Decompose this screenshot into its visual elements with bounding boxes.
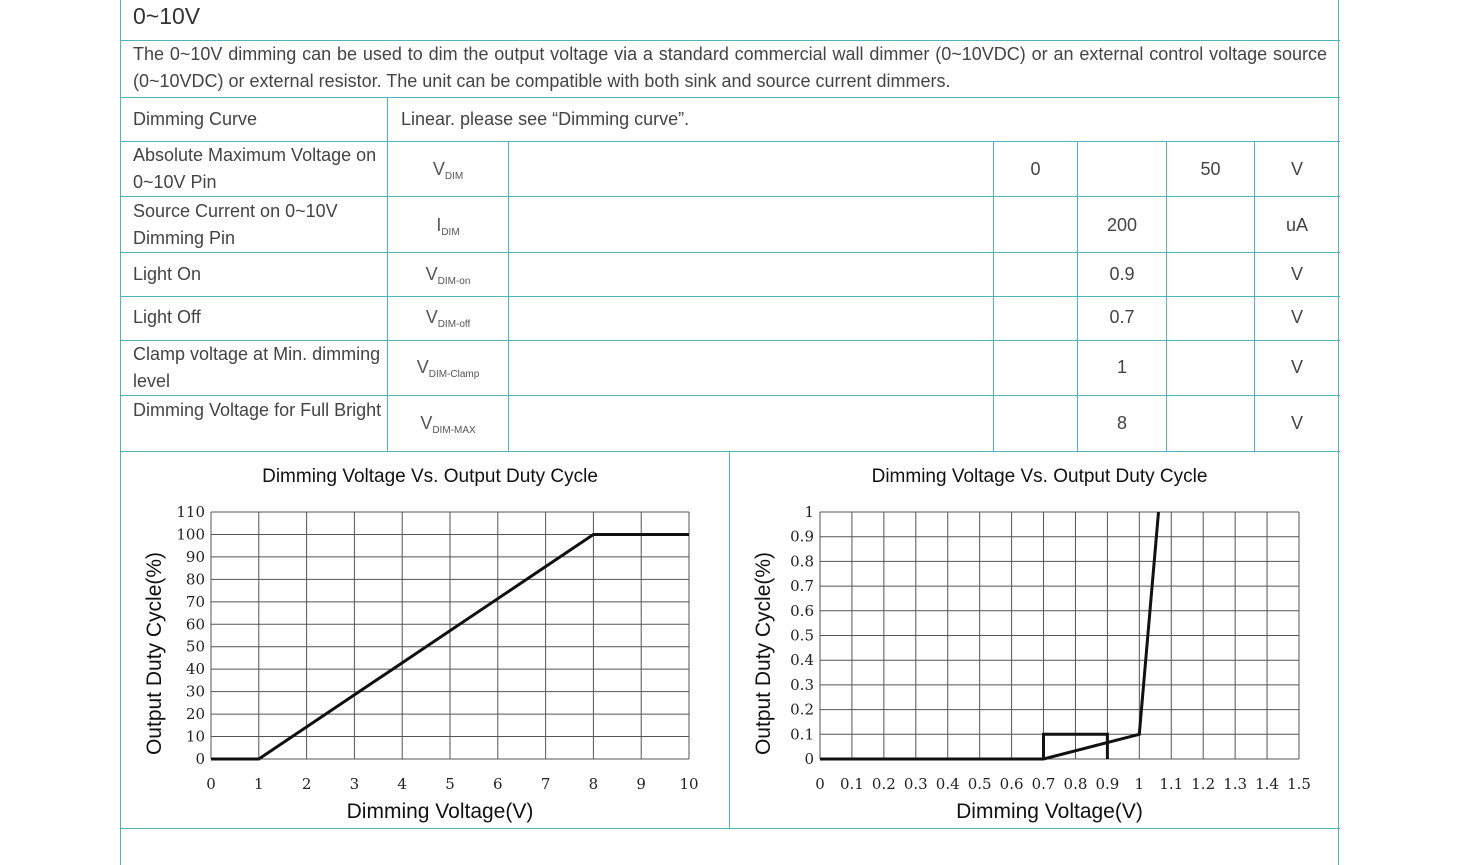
param-typ: 200 bbox=[1106, 215, 1138, 235]
param-max: 50 bbox=[1200, 159, 1221, 179]
x-tick-label: 3 bbox=[349, 775, 360, 793]
param-unit: V bbox=[1290, 307, 1303, 327]
divider bbox=[120, 395, 1340, 396]
y-axis-label: Output Duty Cycle(%) bbox=[143, 551, 166, 756]
param-label: Clamp voltage at Min. dimming level bbox=[133, 344, 381, 391]
x-tick-label: 0.9 bbox=[1095, 775, 1120, 793]
param-symbol: $V_{DIM-MAX}$ bbox=[420, 413, 476, 436]
x-tick-label: 1.5 bbox=[1287, 775, 1311, 793]
param-symbol: $I_{DIM}$ bbox=[436, 215, 460, 238]
x-tick-label: 1.1 bbox=[1159, 775, 1184, 793]
param-symbol: $V_{DIM}$ bbox=[432, 159, 464, 182]
x-tick-label: 0.5 bbox=[967, 775, 992, 793]
param-typ: 1 bbox=[1116, 357, 1127, 377]
x-tick-label: 1.2 bbox=[1191, 775, 1216, 793]
param-typ: 8 bbox=[1116, 413, 1127, 433]
x-tick-label: 0.6 bbox=[999, 775, 1024, 793]
section-title: 0~10V bbox=[133, 3, 201, 29]
dimming-chart-zoom bbox=[731, 452, 1338, 827]
y-tick-label: 0.3 bbox=[790, 675, 814, 694]
x-tick-label: 2 bbox=[301, 775, 312, 793]
x-tick-label: 5 bbox=[445, 775, 455, 793]
y-tick-label: 70 bbox=[185, 592, 205, 611]
x-tick-label: 0.7 bbox=[1031, 775, 1056, 793]
x-tick-label: 7 bbox=[540, 775, 551, 793]
y-tick-label: 0.5 bbox=[790, 626, 814, 645]
y-tick-label: 0.4 bbox=[790, 651, 814, 670]
x-tick-label: 10 bbox=[679, 775, 699, 793]
y-tick-label: 110 bbox=[176, 503, 205, 521]
x-tick-label: 9 bbox=[636, 775, 646, 793]
param-label: Light Off bbox=[133, 307, 201, 327]
dimming-curve-value: Linear. please see “Dimming curve”. bbox=[401, 109, 690, 129]
x-tick-label: 4 bbox=[397, 775, 407, 793]
x-tick-label: 0 bbox=[815, 775, 825, 793]
x-tick-label: 0.1 bbox=[840, 775, 864, 793]
param-label: Light On bbox=[133, 264, 202, 284]
section-description: The 0~10V dimming can be used to dim the output voltage via a standard commercial wall dimmer (0~10VDC) or an external control voltage source (0~10VDC) or external resistor. The unit can be compatible with both sink and source current dimmers. bbox=[133, 44, 1327, 91]
x-tick-label: 1 bbox=[254, 775, 264, 793]
param-symbol: $V_{DIM-off}$ bbox=[425, 307, 471, 330]
y-tick-label: 10 bbox=[185, 727, 205, 746]
x-tick-label: 1.4 bbox=[1255, 775, 1279, 793]
param-typ: 0.9 bbox=[1109, 264, 1135, 284]
divider bbox=[120, 97, 1340, 98]
param-unit: uA bbox=[1285, 215, 1309, 235]
y-tick-label: 60 bbox=[185, 615, 205, 634]
chart-divider bbox=[729, 451, 730, 829]
x-tick-label: 8 bbox=[588, 775, 599, 793]
chart-title: Dimming Voltage Vs. Output Duty Cycle bbox=[262, 466, 598, 487]
param-symbol: $V_{DIM-on}$ bbox=[425, 264, 471, 287]
divider bbox=[120, 296, 1340, 297]
y-tick-label: 90 bbox=[185, 547, 205, 566]
divider bbox=[120, 252, 1340, 253]
param-unit: V bbox=[1290, 357, 1303, 377]
x-tick-label: 0.2 bbox=[871, 775, 896, 793]
y-tick-label: 0 bbox=[804, 750, 814, 768]
y-tick-label: 20 bbox=[185, 705, 205, 724]
x-tick-label: 1 bbox=[1134, 775, 1145, 793]
param-label: Absolute Maximum Voltage on 0~10V Pin bbox=[133, 145, 377, 192]
y-tick-label: 0.9 bbox=[790, 527, 814, 546]
param-symbol: $V_{DIM-Clamp}$ bbox=[416, 357, 480, 380]
param-typ: 0.7 bbox=[1109, 307, 1135, 327]
x-tick-label: 0.3 bbox=[903, 775, 928, 793]
y-tick-label: 0 bbox=[195, 750, 205, 768]
x-tick-label: 0.4 bbox=[935, 775, 960, 793]
divider bbox=[120, 196, 1340, 197]
y-tick-label: 0.6 bbox=[790, 601, 814, 620]
chart-title: Dimming Voltage Vs. Output Duty Cycle bbox=[871, 466, 1208, 487]
dimming-chart-linear bbox=[121, 452, 728, 827]
param-min: 0 bbox=[1030, 159, 1041, 179]
y-tick-label: 0.1 bbox=[790, 725, 814, 744]
param-label: Dimming Voltage for Full Bright bbox=[133, 400, 382, 420]
divider bbox=[120, 828, 1340, 829]
x-axis-label: Dimming Voltage(V) bbox=[346, 800, 534, 823]
param-unit: V bbox=[1290, 413, 1303, 433]
param-unit: V bbox=[1290, 264, 1303, 284]
x-tick-label: 0 bbox=[206, 775, 216, 793]
dimming-curve-label: Dimming Curve bbox=[133, 109, 258, 129]
x-tick-label: 6 bbox=[493, 775, 503, 793]
y-tick-label: 50 bbox=[185, 637, 205, 656]
x-tick-label: 0.8 bbox=[1063, 775, 1088, 793]
y-tick-label: 0.7 bbox=[790, 577, 814, 596]
y-tick-label: 0.8 bbox=[790, 552, 814, 571]
param-unit: V bbox=[1290, 159, 1303, 179]
y-tick-label: 1 bbox=[804, 503, 814, 521]
x-tick-label: 1.3 bbox=[1223, 775, 1248, 793]
y-tick-label: 80 bbox=[185, 570, 205, 589]
y-axis-label: Output Duty Cycle(%) bbox=[752, 551, 775, 756]
y-tick-label: 100 bbox=[176, 525, 205, 544]
y-tick-label: 0.2 bbox=[790, 700, 814, 719]
y-tick-label: 30 bbox=[185, 682, 205, 701]
x-axis-label: Dimming Voltage(V) bbox=[956, 800, 1143, 823]
y-tick-label: 40 bbox=[185, 660, 205, 679]
param-label: Source Current on 0~10V Dimming Pin bbox=[133, 201, 338, 248]
